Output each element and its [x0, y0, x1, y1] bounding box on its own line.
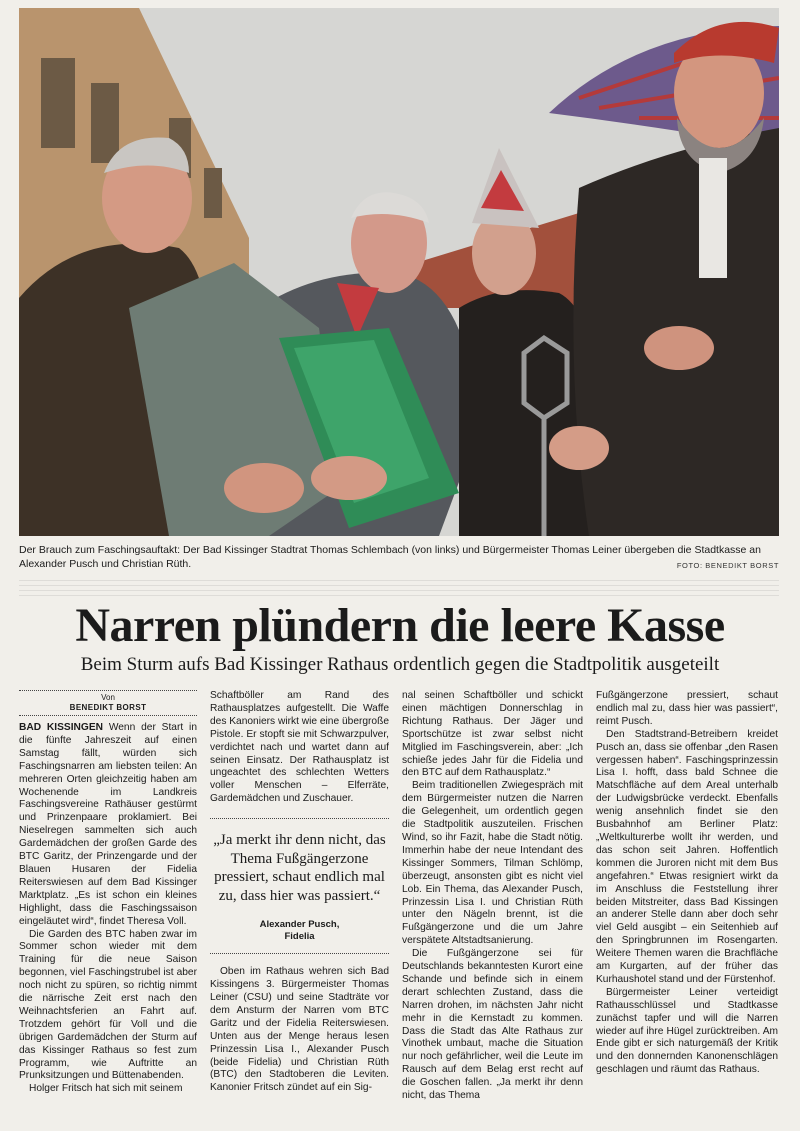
- pull-quote-text: „Ja merkt ihr denn nicht, das Thema Fußgängerzone pressiert, schaut endlich mal zu, dass hier was passiert.“: [213, 832, 386, 904]
- photo-caption: Der Brauch zum Faschingsauftakt: Der Bad Kissinger Stadtrat Thomas Schlembach (von links) und Bürgermeister Thomas Leiner übergeben die Stadtkasse an Alexander Pusch und Christian Rüth.: [19, 544, 761, 570]
- pull-quote-source-name: Alexander Pusch,: [259, 919, 340, 931]
- paragraph: Die Garden des BTC haben zwar im Sommer schon wieder mit dem Training für die neue Saison begonnen, viel Faschingstrubel ist aber noch nicht zu spüren, so richtig nimmt die närrische Zeit erst nach den Weihnachtsferien an Fahrt auf. Trotzdem gehört für Voll und die übrigen Gardemädchen der Sturm auf das Kissinger Rathaus so fest zum Programm, wie Auftritte an Prunksitzungen und Büttenabenden.: [19, 928, 197, 1082]
- paragraph: [19, 722, 197, 929]
- paragraph: Beim traditionellen Zwiegespräch mit dem Bürgermeister nutzen die Narren die Gelegenheit, um ordentlich gegen die Stadtpolitik auszuteilen. Frischen Wind, so ihr Fazit, habe die Stadt nötig. Immerhin habe der neue Intendant des Kissinger Sommers, Tilman Schlömp, überzeugt, ansonsten gibt es nicht viel Lob. Ein Thema, das Alexander Pusch, Prinzessin Lisa I. und Christian Rüth unter den Nägeln brennt, ist die Fußgängerzone und die um Jahre verspätete Altstadtsanierung.: [402, 780, 583, 947]
- article-photo: [19, 8, 779, 536]
- article-subhead: Beim Sturm aufs Bad Kissinger Rathaus ordentlich gegen die Stadtpolitik ausgeteilt: [80, 654, 720, 675]
- article-headline: Narren plündern die leere Kasse: [75, 599, 725, 652]
- paragraph: Holger Fritsch hat sich mit seinem: [29, 1083, 183, 1095]
- dateline: BAD KISSINGEN: [19, 722, 103, 733]
- pull-quote-source: [210, 919, 389, 943]
- article-column-1: [19, 690, 197, 1096]
- photo-credit: FOTO: BENEDIKT BORST: [676, 561, 779, 570]
- paragraph: Schaftböller am Rand des Rathausplatzes aufgestellt. Die Waffe des Kanoniers wirkt wie eine übergroße Pistole. Er stopft sie mit Schwarzpulver, verdichtet nach und wartet dann auf seinen Einsatz. Der Rathausplatz ist ungeachtet des schlechten Wetters voller Menschen – Elferräte, Gardemädchen und Zuschauer.: [210, 690, 389, 805]
- byline: [19, 690, 197, 716]
- article-column-2: [210, 690, 389, 1095]
- paragraph: Die Fußgängerzone sei für Deutschlands bekanntesten Kurort eine Schande und befinde sich in einem derart schlechten Zustand, dass die Narren drohen, im nächsten Jahr nicht mehr in die Kernstadt zu kommen. Dass die Stadt das Alte Rathaus zur Vinothek umbaut, mache die Situation nur noch gefährlicher, weil die Leute im Rausch auf dem Belag erst recht auf die Goschen fallen. „Ja merkt ihr denn nicht, das Thema: [402, 948, 583, 1102]
- article-column-4: [596, 690, 778, 1077]
- paragraph: Oben im Rathaus wehren sich Bad Kissingens 3. Bürgermeister Thomas Leiner (CSU) und seine Stadträte vor dem Ansturm der Narren vom BTC Garitz und der Fidelia Reiterswiesen. Unten aus der Menge heraus lesen Prinzessin Lisa I., Alexander Pusch (beide Fidelia) und Christian Rüth (BTC) den Stadtoberen die Leviten. Kanonier Fritsch zündet auf ein Sig-: [210, 966, 389, 1094]
- paragraph: nal seinen Schaftböller und schickt einen mächtigen Donnerschlag in Richtung Rathaus. Der Jäger und Sportschütze ist zwar selbst nicht Mitglied im Faschingsverein, aber: „Ich schieße jedes Jahr für die Fidelia und den BTC auf dem Rathausplatz.“: [402, 690, 583, 779]
- pull-quote-source-org: Fidelia: [284, 931, 315, 943]
- pull-quote: [210, 818, 389, 954]
- article-column-3: [402, 690, 583, 1103]
- byline-label: Von: [101, 693, 115, 702]
- paragraph: Den Stadtstrand-Betreibern kreidet Pusch an, dass sie offenbar „den Rasen vergessen haben“. Faschingsprinzessin Lisa I. hofft, dass bald Schnee die Matschfläche auf dem Areal unterhalb der Ludwigsbrücke verdeckt. Ebenfalls wenig ansehnlich findet sie den Busbahnhof am Berliner Platz: „Weltkulturerbe wollt ihr werden, und das schon seit Jahren. Hoffentlich kommen die Juroren nicht mit dem Bus angefahren.“ Etwas resigniert wirkt da im Anschluss die Feststellung ihrer beiden Mitstreiter, dass Bad Kissingen an anderer Stelle dann aber doch sehr viel Geld ausgibt – ein Seitenhieb auf den Springbrunnen im Rosengarten. Weitere Themen waren die Brachfläche am Kurgarten, auf der früher das Kurhaushotel stand und der Fürstenhof.: [596, 728, 778, 985]
- bleed-through-texture: [19, 580, 779, 600]
- paragraph-text: Wenn der Start in die fünfte Jahreszeit auf einen Samstag fällt, würden sich Faschingsnarren am liebsten teilen: An mehreren Orten gleichzeitig haben am Wochenende im Landkreis Faschingsvereine Rathäuser gestürmt und Prinzenpaare proklamiert. Bei Nieselregen sammelten sich auch Gardemädchen der großen Garde des BTC Garitz, der Prinzengarde und der Blauen Husaren der Fidelia Reiterswiesen auf dem Bad Kissinger Marktplatz. „Es ist schon ein kleines Highlight, dass die Faschingssaison eingeläutet wird“, findet Theresa Voll.: [19, 722, 197, 927]
- byline-name: BENEDIKT BORST: [69, 703, 147, 712]
- paragraph: Bürgermeister Leiner verteidigt Rathausschlüssel und Stadtkasse zunächst tapfer und will die Narren wieder auf ihre Hügel zurücktreiben. Am Ende gibt er sich naturgemäß der Kritik und den donnernden Kanonenschlägen geschlagen und räumt das Rathaus.: [596, 986, 778, 1076]
- photo-illustration: [19, 8, 779, 536]
- paragraph: Fußgängerzone pressiert, schaut endlich mal zu, dass hier was passiert“, reimt Pusch.: [596, 690, 778, 727]
